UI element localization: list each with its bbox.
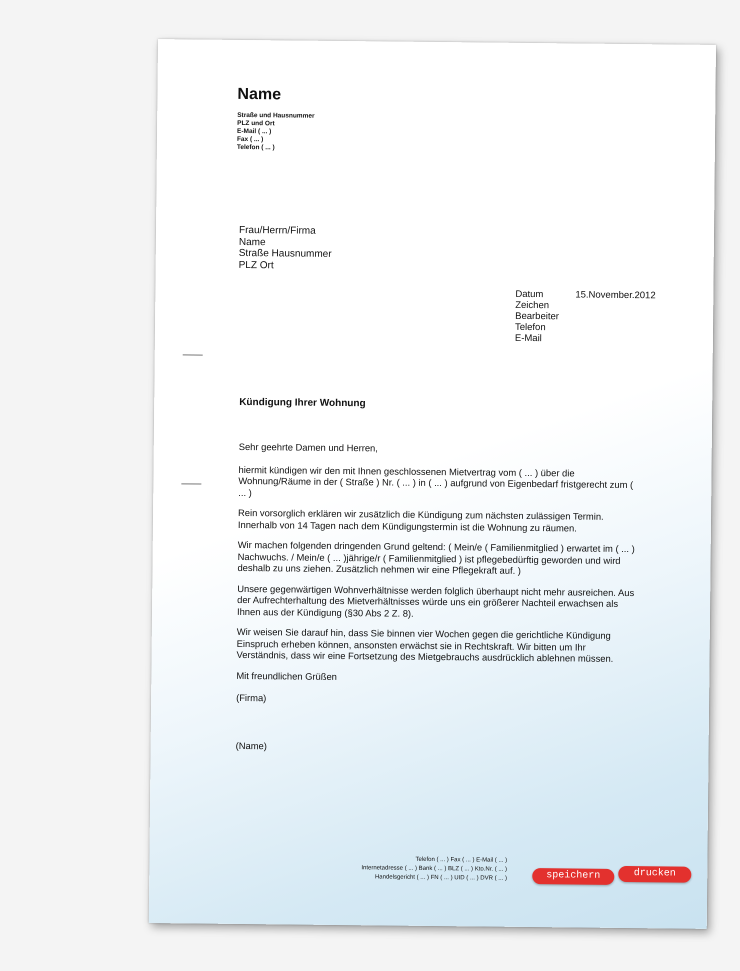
sender-email: E-Mail ( ... ) [237,127,272,136]
letter-page [149,39,716,929]
paragraph: Wir machen folgenden dringenden Grund geltend: ( Mein/e ( Familienmitglied ) erwartet im ( ... ) Nachwuchs. / Mein/e ( ... )jährige/r ( Familienmitglied ) ist pflegebedürftig geworden und wird deshalb zu uns ziehen. Zusätzlich nehmen wir eine Pflegekraft auf. ) [237,538,635,576]
paragraph: Rein vorsorglich erklären wir zusätzlich die Kündigung zum nächsten zulässigen Termin. Innerhalb von 14 Tagen nach dem Kündigungstermin ist die Wohnung zu räumen. [237,506,604,533]
paragraph: Wir weisen Sie darauf hin, dass Sie binnen vier Wochen gegen die gerichtliche Kündigung Einspruch erheben können, ansonsten erwächst sie in Rechtskraft. Wir bitten um Ihr Verständnis, dass wir eine Fortsetzung des Mietgebrauchs ausdrücklich ablehnen müssen. [236,625,614,664]
footer-line: Telefon ( ... ) Fax ( ... ) E-Mail ( ... ) [415,856,508,864]
phone-label: Telefon [514,321,546,334]
footer-contact [361,855,507,884]
signature-company: (Firma) [236,691,267,704]
signature-name: (Name) [235,739,267,751]
salutation: Sehr geehrte Damen und Herren, [238,440,378,454]
letter-body [235,441,638,764]
recipient-street: Straße Hausnummer [238,247,332,260]
sender-name: Name [237,85,282,104]
footer-line: Internetadresse ( ... ) Bank ( ... ) BLZ ( ... ) Kto.Nr. ( ... ) [361,865,508,873]
date-label: Datum [515,288,544,301]
recipient-name: Name [238,236,266,248]
paragraph: Unsere gegenwärtigen Wohnverhältnisse werden folglich überhaupt nicht mehr ausreichen. Aus der Aufrechterhaltung des Mietverhältnisses würde uns ein größerer Nachteil erwachsen als Ihnen aus der Kündigung (§30 Abs 2 Z. 8). [236,582,635,619]
recipient-city: PLZ Ort [238,259,274,271]
sender-address [237,112,315,153]
fold-mark [183,354,203,355]
closing: Mit freundlichen Grüßen [236,669,337,682]
footer-line: Handelsgericht ( ... ) FN ( ... ) UID ( ... ) DVR ( ... ) [374,874,507,882]
fold-mark [181,483,201,484]
sender-city: PLZ und Ort [237,119,275,128]
date-value: 15.November.2012 [575,289,656,302]
letter-subject: Kündigung Ihrer Wohnung [239,396,366,410]
clerk-label: Bearbeiter [515,310,560,323]
email-label: E-Mail [514,332,542,345]
paragraph: hiermit kündigen wir den mit Ihnen geschlossenen Mietvertrag vom ( ... ) über die Wohnung/Räume in der ( Straße ) Nr. ( ... ) in ( ... ) aufgrund von Eigenbedarf fristgerecht zum ( ... ) [238,463,634,498]
print-button[interactable]: drucken [618,866,691,883]
recipient-salutation: Frau/Herrn/Firma [238,224,316,237]
letter-meta [515,289,656,345]
reference-label: Zeichen [515,299,550,312]
sender-fax: Fax ( ... ) [236,135,264,144]
sender-phone: Telefon ( ... ) [236,143,275,152]
recipient-address [239,225,332,272]
sender-street: Straße und Hausnummer [237,111,315,120]
save-button[interactable]: speichern [532,868,614,885]
